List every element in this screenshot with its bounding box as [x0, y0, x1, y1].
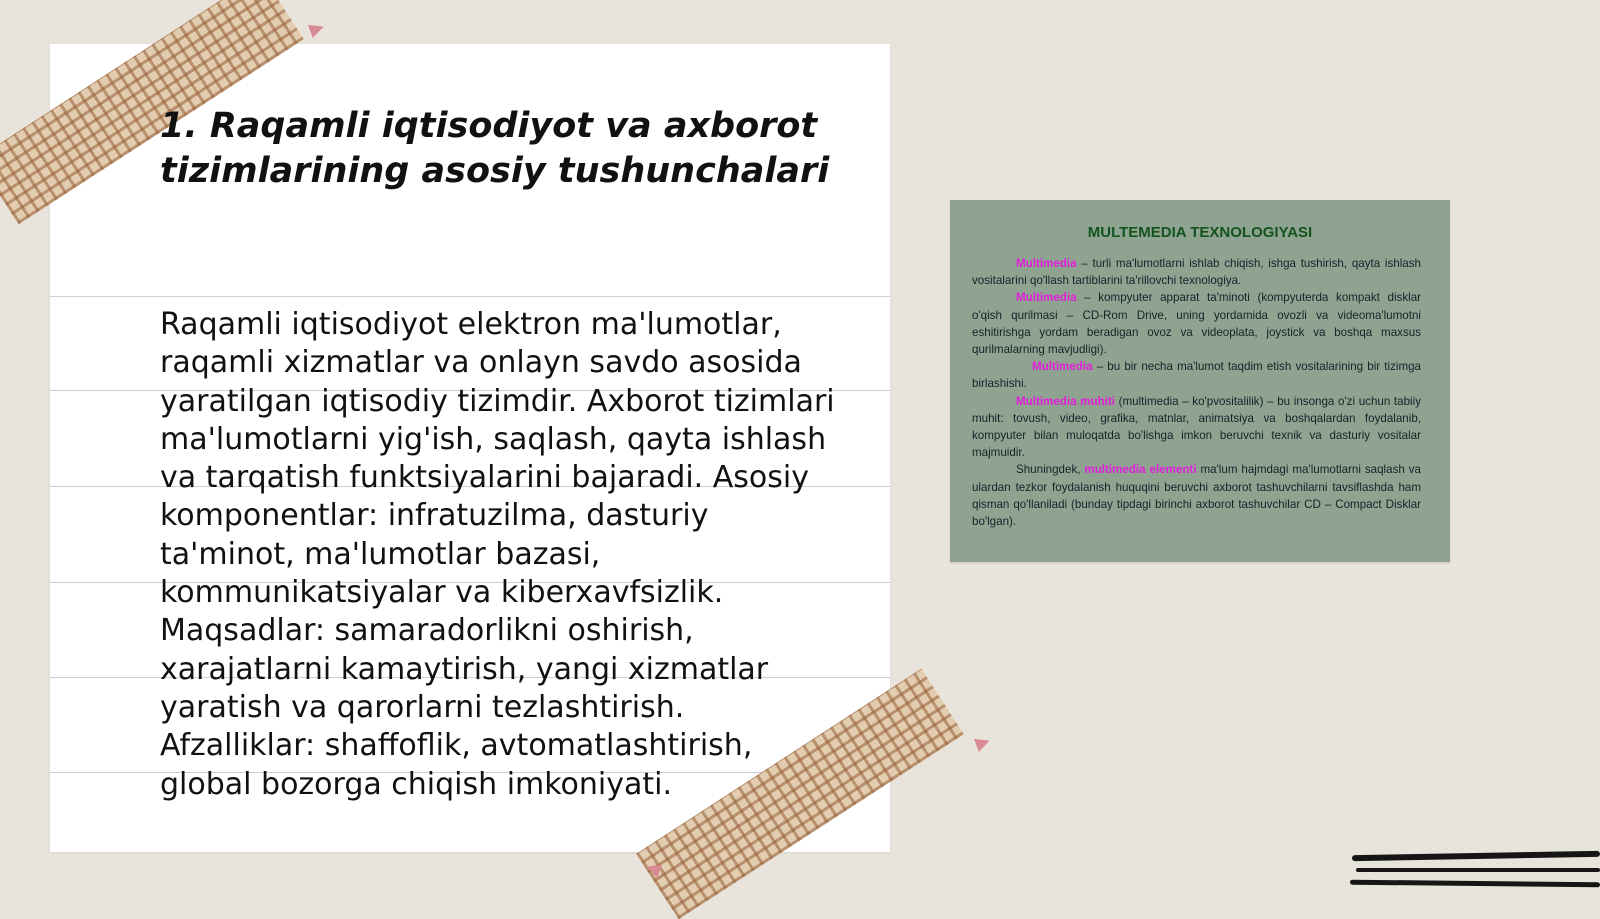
figure-term: Multimedia muhiti — [1016, 394, 1115, 408]
figure-paragraph-prefix: Shuningdek, — [1016, 463, 1085, 477]
figure-paragraph-text: – bu bir necha ma'lumot taqdim etish vositalarining bir tizimga birlashishi. — [972, 360, 1421, 391]
figure-text-block — [972, 255, 1421, 530]
tape-end-decoration — [974, 734, 992, 752]
tape-end-decoration — [308, 20, 326, 38]
brush-stroke-decoration — [1356, 868, 1600, 872]
figure-term: Multimedia — [1016, 291, 1077, 305]
figure-paragraph-text: – kompyuter apparat ta'minoti (kompyuterda kompakt disklar o'qish qurilmasi – CD-Rom Drive, uning yordamida ovozli va videoma'lumotni eshitirishga yordam beradigan ovoz va videoplata, joystick va boshqa maxsus qurilmalarning mavjudligi). — [972, 291, 1421, 357]
figure-paragraph-text: ma'lum hajmdagi ma'lumotlarni saqlash va ulardan tezkor foydalanish huquqini beruvchi axborot tashuvchilarni tavsiflashda ham qisman qo'llaniladi (bunday tipdagi birinchi axborot tashuvchilar CD – Compact Disklar bo'lgan). — [972, 463, 1421, 529]
slide-title: 1. Raqamli iqtisodiyot va axborot tizimlarining asosiy tushunchalari — [160, 106, 830, 191]
multimedia-figure-image — [950, 200, 1450, 562]
figure-paragraph — [972, 461, 1421, 530]
figure-paragraph-text: – turli ma'lumotlarni ishlab chiqish, ishga tushirish, qayta ishlash vositalarini qo'llash tartiblarini ta'rillovchi texnologiya. — [972, 257, 1421, 288]
figure-heading: MULTEMEDIA TEXNOLOGIYASI — [1087, 224, 1313, 241]
figure-paragraph — [972, 255, 1421, 289]
brush-stroke-decoration — [1352, 851, 1600, 861]
figure-term: Multimedia — [1016, 257, 1077, 270]
figure-paragraph — [972, 393, 1421, 462]
figure-paragraph — [972, 358, 1421, 392]
slide-body-text: Raqamli iqtisodiyot elektron ma'lumotlar, raqamli xizmatlar va onlayn savdo asosida yaratilgan iqtisodiy tizimdir. Axborot tizimlari ma'lumotlarni yig'ish, saqlash, qayta ishlash va tarqatish funktsiyalarini bajaradi. Asosiy komponentlar: infratuzilma, dasturiy ta'minot, ma'lumotlar bazasi, kommunikatsiyalar va kiberxavfsizlik. Maqsadlar: samaradorlikni oshirish, xarajatlarni kamaytirish, yangi xizmatlar yaratish va qarorlarni tezlashtirish. Afzalliklar: shaffoflik, avtomatlashtirish, global bozorga chiqish imkoniyati. — [160, 307, 835, 802]
figure-term: multimedia elementi — [1084, 463, 1197, 477]
figure-paragraph-text: (multimedia – ko'pvositalilik) – bu insonga o'zi uchun tabiiy muhit: tovush, video, grafika, matnlar, animatsiya va boshqalardan foydalanib, kompyuter bilan muloqatda bo'lishga imkon beruvchi texnik va dasturiy vositalar majmuidir. — [972, 394, 1422, 460]
paper-rule-line — [50, 296, 890, 297]
figure-term: Multimedia — [1032, 360, 1093, 374]
figure-paragraph — [972, 289, 1421, 358]
brush-stroke-decoration — [1350, 880, 1600, 888]
